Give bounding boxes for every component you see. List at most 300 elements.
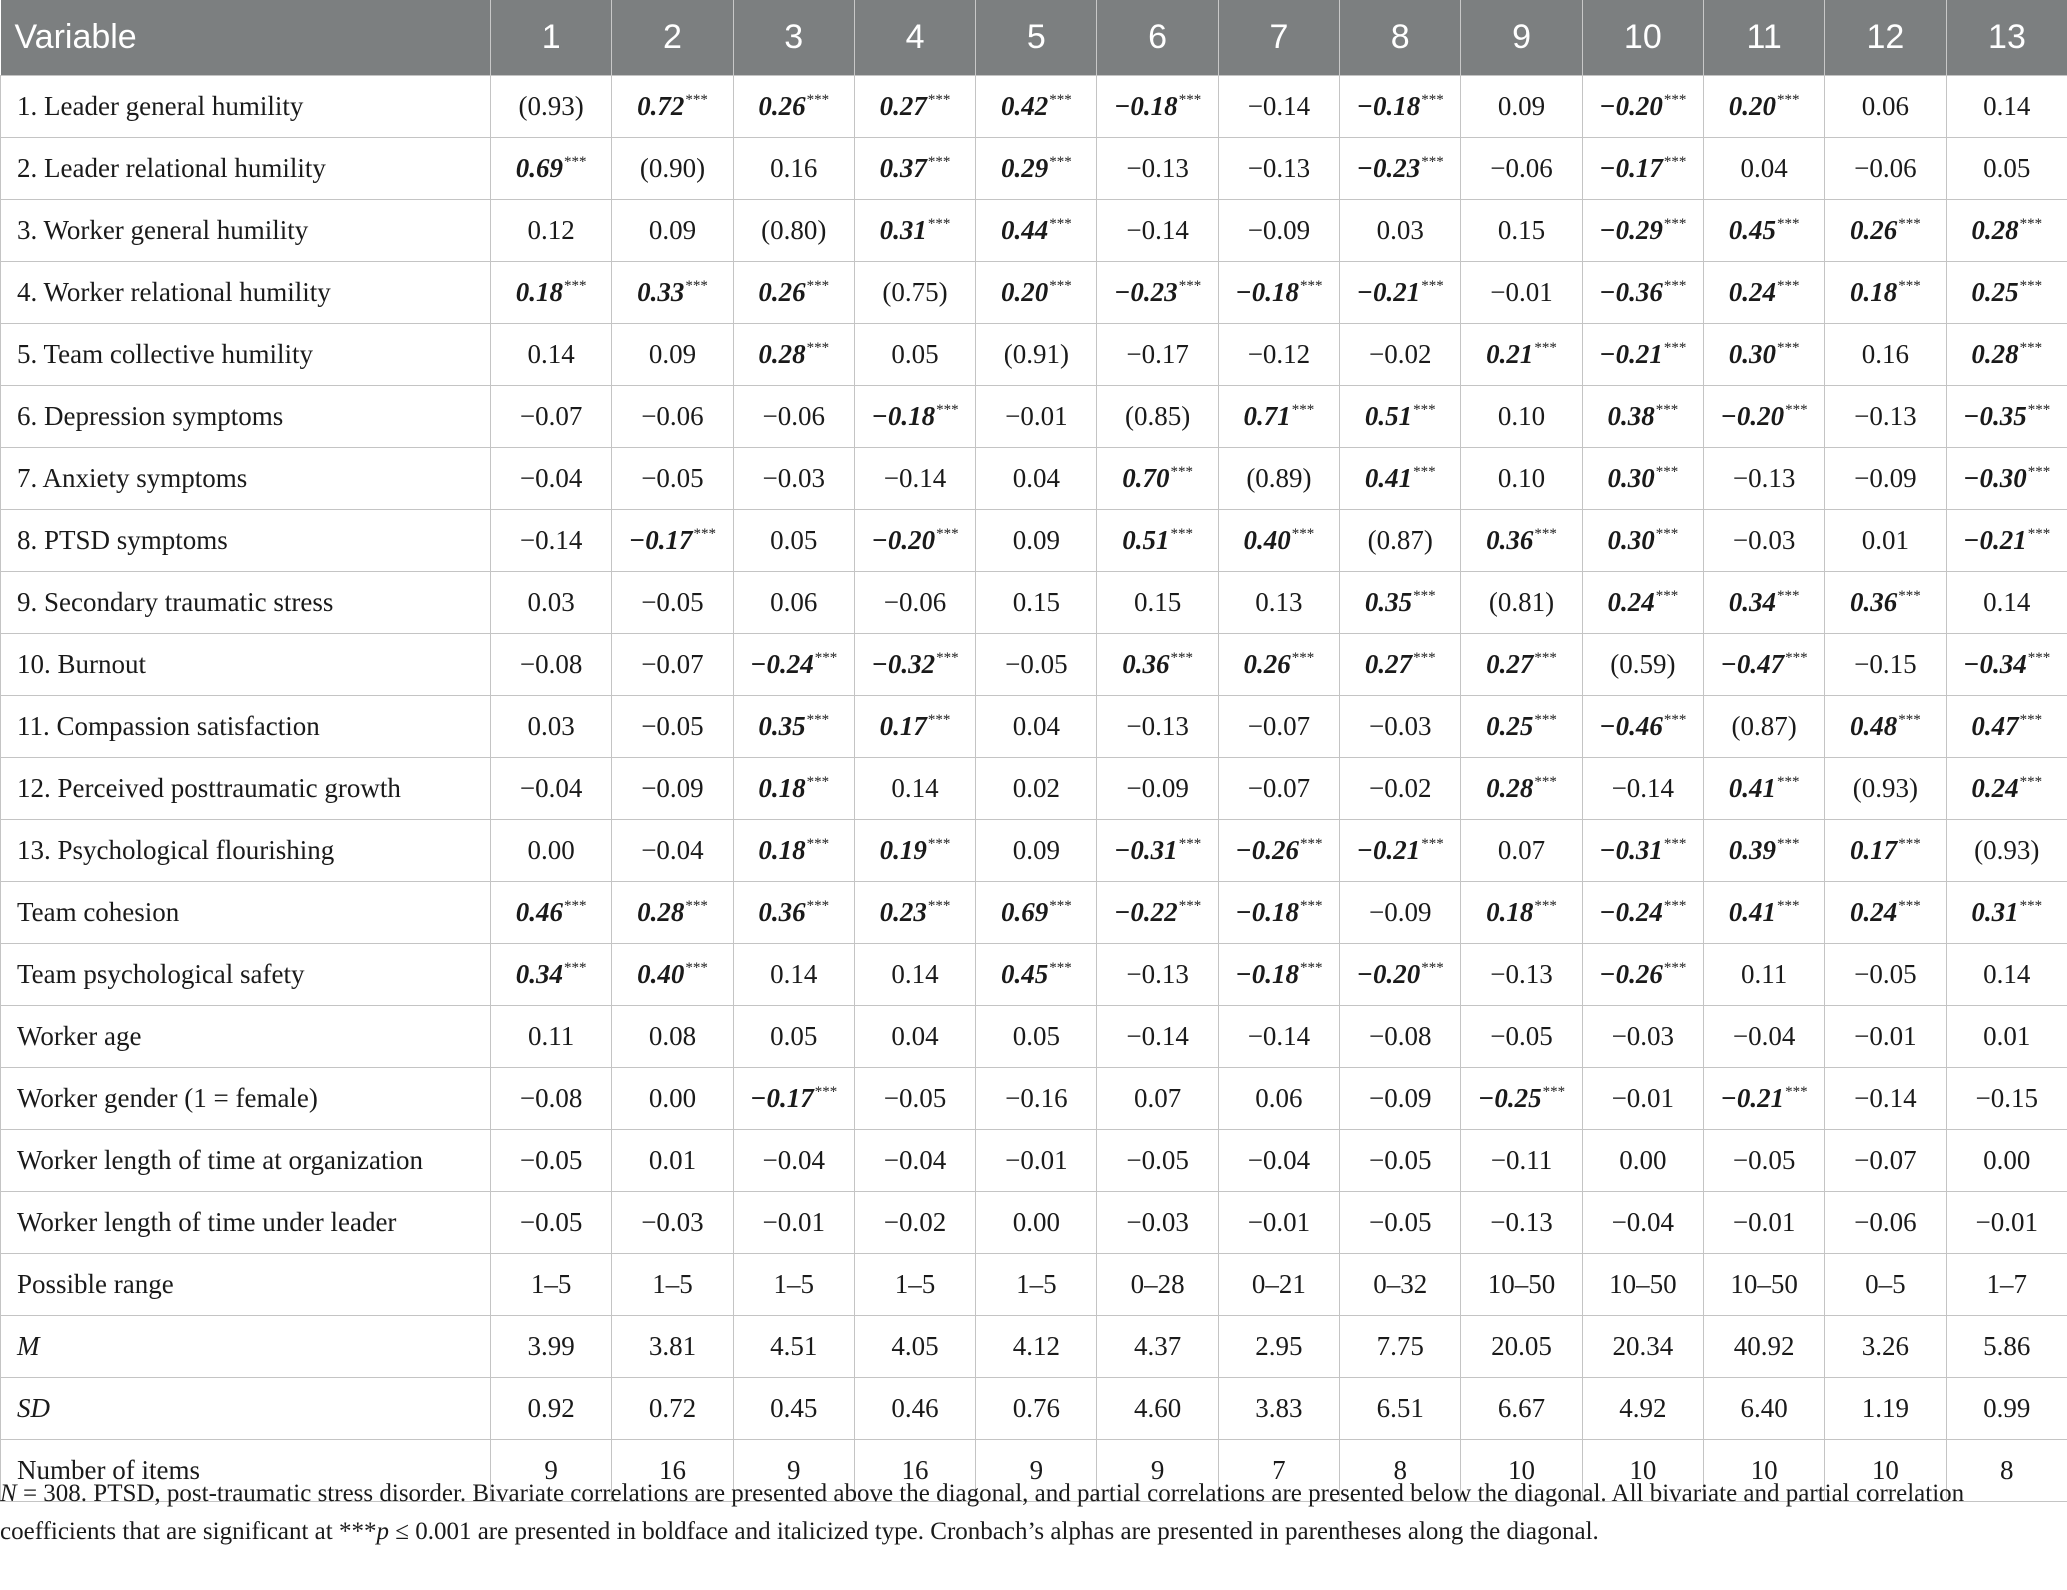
significance-marker: ***	[1542, 1083, 1566, 1100]
table-cell	[612, 1005, 733, 1067]
cell-value: 0.18	[758, 834, 806, 865]
cell-value: −0.04	[1611, 1206, 1675, 1237]
table-cell	[1703, 261, 1824, 323]
table-row	[1, 385, 2067, 447]
significance-marker: ***	[927, 835, 951, 852]
cell-value: 6.67	[1497, 1392, 1546, 1423]
table-cell	[1703, 323, 1824, 385]
cell-value: 0.99	[1983, 1392, 2031, 1423]
cell-value: 0.14	[1983, 90, 2031, 121]
cell-value: −0.14	[1247, 90, 1311, 121]
table-cell	[733, 1067, 854, 1129]
cell-value: 0.23	[879, 896, 927, 927]
cell-value: −0.08	[519, 1082, 583, 1113]
cell-value: −0.23	[1356, 152, 1421, 183]
cell-value: −0.13	[1126, 710, 1189, 741]
cell-value: 0–28	[1130, 1268, 1185, 1299]
cell-value: (0.90)	[639, 152, 706, 183]
table-cell	[854, 1005, 975, 1067]
significance-marker: ***	[1663, 835, 1687, 852]
cell-value: 4.92	[1619, 1392, 1667, 1423]
table-cell	[733, 261, 854, 323]
table-cell	[733, 75, 854, 137]
table-cell	[491, 75, 612, 137]
cell-value: 7.75	[1376, 1330, 1424, 1361]
cell-value: 0.00	[527, 834, 575, 865]
cell-value: 0.35	[1364, 586, 1413, 617]
significance-marker: ***	[927, 711, 951, 728]
cell-value: 0.03	[1376, 214, 1424, 245]
significance-marker: ***	[685, 277, 708, 294]
cell-value: 10	[1871, 1454, 1899, 1485]
table-cell	[491, 1315, 612, 1377]
table-cell	[1097, 447, 1218, 509]
cell-value: 0.14	[527, 338, 575, 369]
table-cell	[1097, 1315, 1218, 1377]
table-cell	[854, 1191, 975, 1253]
header-col-11: 11	[1703, 0, 1824, 75]
cell-value: −0.15	[1975, 1082, 2038, 1113]
cell-value: 0.05	[1983, 152, 2031, 183]
significance-marker: ***	[1898, 711, 1921, 728]
cell-value: 0.51	[1122, 524, 1170, 555]
cell-value: −0.05	[641, 462, 704, 493]
cell-value: 0.28	[758, 338, 806, 369]
table-cell	[854, 571, 975, 633]
cell-value: 1–7	[1986, 1268, 2027, 1299]
significance-marker: ***	[564, 959, 587, 976]
table-cell	[491, 819, 612, 881]
table-cell	[1703, 447, 1824, 509]
cell-value: 8	[1999, 1454, 2014, 1485]
significance-marker: ***	[1413, 401, 1436, 418]
cell-value: 0.00	[1012, 1206, 1060, 1237]
cell-value: 0.18	[1486, 896, 1534, 927]
table-cell	[1582, 1005, 1703, 1067]
table-cell	[854, 881, 975, 943]
table-cell	[733, 1191, 854, 1253]
cell-value: 0.04	[1012, 462, 1060, 493]
table-cell	[612, 1129, 733, 1191]
note-p-text: ≤ 0.001 are presented in boldface and italicized type. Cronbach’s alphas are presented in parentheses along the diagonal.	[388, 1518, 1599, 1545]
significance-marker: ***	[693, 525, 716, 542]
table-cell	[1218, 1191, 1339, 1253]
cell-value: −0.17	[1599, 152, 1663, 183]
cell-value: 0.24	[1971, 772, 2019, 803]
table-cell	[1097, 509, 1218, 571]
table-row	[1, 633, 2067, 695]
table-row	[1, 261, 2067, 323]
cell-value: 0.12	[527, 214, 575, 245]
table-cell	[1825, 261, 1946, 323]
cell-value: −0.17	[1126, 338, 1189, 369]
cell-value: (0.87)	[1731, 710, 1797, 741]
cell-value: −0.06	[1490, 152, 1553, 183]
cell-value: −0.20	[871, 524, 936, 555]
table-cell	[1582, 1253, 1703, 1315]
table-cell	[1946, 323, 2067, 385]
cell-value: 0.29	[1000, 152, 1049, 183]
table-row	[1, 1315, 2067, 1377]
cell-value: −0.07	[1247, 772, 1311, 803]
cell-value: −0.24	[1599, 896, 1663, 927]
cell-value: 0.20	[1000, 276, 1049, 307]
table-cell	[1461, 1005, 1582, 1067]
table-cell	[976, 695, 1097, 757]
table-cell	[1097, 1067, 1218, 1129]
cell-value: (0.85)	[1125, 400, 1191, 431]
cell-value: −0.14	[519, 524, 583, 555]
table-cell	[1946, 261, 2067, 323]
significance-marker: ***	[1663, 339, 1687, 356]
cell-value: 0.46	[515, 896, 564, 927]
significance-marker: ***	[1898, 215, 1921, 232]
cell-value: −0.29	[1599, 214, 1663, 245]
cell-value: −0.12	[1247, 338, 1311, 369]
table-cell	[854, 1129, 975, 1191]
cell-value: 0.11	[528, 1020, 575, 1051]
cell-value: 4.37	[1134, 1330, 1182, 1361]
significance-marker: ***	[1898, 587, 1921, 604]
cell-value: −0.26	[1235, 834, 1299, 865]
cell-value: 0.01	[648, 1144, 697, 1175]
table-cell	[1097, 261, 1218, 323]
table-cell	[1582, 509, 1703, 571]
table-cell	[1218, 447, 1339, 509]
table-cell	[1825, 137, 1946, 199]
cell-value: 0.25	[1486, 710, 1534, 741]
table-cell	[1946, 137, 2067, 199]
table-cell	[1825, 881, 1946, 943]
row-label: 3. Worker general humility	[1, 199, 491, 261]
significance-marker: ***	[927, 153, 951, 170]
significance-marker: ***	[1413, 587, 1436, 604]
significance-marker: ***	[1663, 215, 1687, 232]
table-cell	[1582, 1067, 1703, 1129]
table-cell	[976, 881, 1097, 943]
significance-marker: ***	[1655, 463, 1679, 480]
table-cell	[1703, 819, 1824, 881]
table-cell	[976, 633, 1097, 695]
significance-marker: ***	[1785, 1083, 1808, 1100]
table-cell	[1825, 695, 1946, 757]
table-cell	[1097, 199, 1218, 261]
cell-value: −0.04	[1247, 1144, 1311, 1175]
table-row	[1, 943, 2067, 1005]
cell-value: 1–5	[1016, 1268, 1057, 1299]
table-cell	[1946, 1005, 2067, 1067]
cell-value: 0.71	[1243, 400, 1291, 431]
table-body	[1, 75, 2067, 1501]
cell-value: −0.05	[519, 1206, 583, 1237]
cell-value: 0.15	[1497, 214, 1546, 245]
row-label: 2. Leader relational humility	[1, 137, 491, 199]
significance-marker: ***	[1655, 587, 1679, 604]
significance-marker: ***	[1421, 91, 1444, 108]
table-cell	[976, 1191, 1097, 1253]
cell-value: 0.27	[1364, 648, 1413, 679]
table-cell	[1340, 1315, 1461, 1377]
significance-marker: ***	[1421, 277, 1444, 294]
cell-value: 0.47	[1971, 710, 2019, 741]
significance-marker: ***	[1049, 897, 1072, 914]
cell-value: −0.08	[1368, 1020, 1432, 1051]
cell-value: 0.33	[637, 276, 685, 307]
table-cell	[854, 1377, 975, 1439]
table-cell	[1582, 943, 1703, 1005]
table-cell	[1097, 1253, 1218, 1315]
table-cell	[1825, 1129, 1946, 1191]
significance-marker: ***	[936, 525, 959, 542]
table-cell	[1461, 819, 1582, 881]
table-cell	[1218, 695, 1339, 757]
table-cell	[1703, 1129, 1824, 1191]
cell-value: 0.07	[1497, 834, 1546, 865]
cell-value: 0–5	[1865, 1268, 1906, 1299]
table-cell	[733, 509, 854, 571]
table-cell	[733, 757, 854, 819]
table-cell	[733, 1129, 854, 1191]
row-label: 13. Psychological flourishing	[1, 819, 491, 881]
table-cell	[1946, 385, 2067, 447]
table-cell	[491, 447, 612, 509]
table-cell	[854, 1067, 975, 1129]
cell-value: 0.24	[1850, 896, 1898, 927]
cell-value: 0.05	[1012, 1020, 1060, 1051]
table-cell	[733, 819, 854, 881]
table-cell	[854, 199, 975, 261]
cell-value: 16	[658, 1454, 686, 1485]
table-cell	[612, 1067, 733, 1129]
table-cell	[1461, 1067, 1582, 1129]
table-cell	[1582, 75, 1703, 137]
cell-value: −0.06	[762, 400, 825, 431]
row-label: Number of items	[1, 1439, 491, 1501]
table-cell	[1340, 261, 1461, 323]
table-cell	[733, 695, 854, 757]
table-cell	[854, 509, 975, 571]
table-cell	[733, 1253, 854, 1315]
cell-value: −0.11	[1490, 1144, 1553, 1175]
table-row	[1, 757, 2067, 819]
table-cell	[1218, 819, 1339, 881]
table-cell	[1825, 199, 1946, 261]
table-cell	[976, 571, 1097, 633]
header-col-2: 2	[612, 0, 733, 75]
table-row	[1, 571, 2067, 633]
note-p-symbol: p	[376, 1518, 389, 1545]
cell-value: −0.04	[641, 834, 704, 865]
cell-value: −0.18	[1235, 958, 1299, 989]
significance-marker: ***	[806, 91, 830, 108]
table-cell	[1946, 571, 2067, 633]
table-cell	[1218, 261, 1339, 323]
table-cell	[1825, 571, 1946, 633]
cell-value: 1–5	[894, 1268, 936, 1299]
cell-value: 0.05	[891, 338, 939, 369]
row-label: SD	[1, 1377, 491, 1439]
cell-value: −0.16	[1005, 1082, 1068, 1113]
table-cell	[612, 633, 733, 695]
table-cell	[1340, 757, 1461, 819]
cell-value: −0.25	[1477, 1082, 1542, 1113]
table-cell	[733, 881, 854, 943]
cell-value: 0.14	[891, 772, 939, 803]
table-cell	[1703, 1067, 1824, 1129]
table-cell	[1461, 571, 1582, 633]
table-cell	[1582, 1191, 1703, 1253]
table-cell	[1946, 1067, 2067, 1129]
table-cell	[1825, 323, 1946, 385]
table-row	[1, 1005, 2067, 1067]
row-label: Worker gender (1 = female)	[1, 1067, 491, 1129]
table-cell	[854, 261, 975, 323]
cell-value: −0.24	[750, 648, 814, 679]
cell-value: 0.08	[648, 1020, 697, 1051]
table-cell	[1218, 943, 1339, 1005]
row-label: 10. Burnout	[1, 633, 491, 695]
table-cell	[1582, 137, 1703, 199]
cell-value: 0.92	[527, 1392, 575, 1423]
cell-value: −0.04	[519, 462, 583, 493]
table-cell	[1340, 1005, 1461, 1067]
cell-value: 10–50	[1609, 1268, 1677, 1299]
cell-value: 0.18	[1850, 276, 1898, 307]
header-col-8: 8	[1340, 0, 1461, 75]
cell-value: 0.17	[879, 710, 927, 741]
cell-value: 0.11	[1740, 958, 1788, 989]
cell-value: −0.09	[641, 772, 704, 803]
cell-value: 0.31	[879, 214, 927, 245]
table-cell	[854, 385, 975, 447]
table-cell	[491, 1067, 612, 1129]
significance-marker: ***	[1776, 835, 1800, 852]
row-label: Team psychological safety	[1, 943, 491, 1005]
table-row	[1, 1129, 2067, 1191]
table-cell	[1461, 261, 1582, 323]
table-cell	[1825, 1377, 1946, 1439]
table-cell	[1946, 757, 2067, 819]
significance-marker: ***	[1299, 277, 1323, 294]
significance-marker: ***	[2019, 711, 2043, 728]
table-cell	[1703, 199, 1824, 261]
cell-value: −0.05	[883, 1082, 947, 1113]
cell-value: 0.30	[1728, 338, 1776, 369]
cell-value: 0.41	[1728, 896, 1776, 927]
cell-value: 20.34	[1612, 1330, 1674, 1361]
cell-value: −0.35	[1963, 400, 2027, 431]
cell-value: −0.17	[750, 1082, 814, 1113]
cell-value: −0.09	[1854, 462, 1917, 493]
cell-value: 0.70	[1122, 462, 1170, 493]
cell-value: −0.18	[1356, 90, 1421, 121]
cell-value: 0.36	[1850, 586, 1898, 617]
cell-value: 0.26	[758, 276, 806, 307]
cell-value: 0.04	[1012, 710, 1060, 741]
table-cell	[1703, 1315, 1824, 1377]
table-cell	[854, 757, 975, 819]
table-cell	[733, 323, 854, 385]
table-cell	[733, 571, 854, 633]
cell-value: (0.89)	[1246, 462, 1312, 493]
table-cell	[1340, 881, 1461, 943]
cell-value: 0.14	[770, 958, 818, 989]
cell-value: (0.93)	[1852, 772, 1919, 803]
significance-marker: ***	[1291, 401, 1315, 418]
table-cell	[1218, 757, 1339, 819]
cell-value: −0.13	[1490, 958, 1553, 989]
significance-marker: ***	[1421, 959, 1444, 976]
significance-marker: ***	[1776, 215, 1800, 232]
cell-value: −0.14	[1247, 1020, 1311, 1051]
significance-marker: ***	[1413, 649, 1436, 666]
table-cell	[612, 819, 733, 881]
cell-value: −0.06	[641, 400, 704, 431]
table-cell	[1340, 1191, 1461, 1253]
significance-marker: ***	[1178, 835, 1202, 852]
table-cell	[491, 1129, 612, 1191]
table-cell	[1340, 1377, 1461, 1439]
table-cell	[1218, 571, 1339, 633]
table-cell	[1218, 633, 1339, 695]
table-cell	[1582, 261, 1703, 323]
table-cell	[1340, 1253, 1461, 1315]
row-label: 9. Secondary traumatic stress	[1, 571, 491, 633]
cell-value: 3.81	[648, 1330, 697, 1361]
cell-value: 0.42	[1000, 90, 1049, 121]
cell-value: 0.18	[515, 276, 564, 307]
cell-value: 0.45	[770, 1392, 818, 1423]
table-cell	[1340, 943, 1461, 1005]
cell-value: −0.20	[1356, 958, 1421, 989]
cell-value: 0.16	[770, 152, 818, 183]
cell-value: 3.83	[1255, 1392, 1303, 1423]
table-cell	[1218, 323, 1339, 385]
cell-value: 0.46	[891, 1392, 939, 1423]
significance-marker: ***	[1898, 897, 1921, 914]
cell-value: −0.09	[1126, 772, 1189, 803]
significance-marker: ***	[2027, 401, 2051, 418]
table-cell	[976, 1129, 1097, 1191]
cell-value: 0.45	[1728, 214, 1776, 245]
table-cell	[612, 323, 733, 385]
header-col-4: 4	[854, 0, 975, 75]
cell-value: 0.01	[1983, 1020, 2031, 1051]
significance-marker: ***	[1178, 91, 1202, 108]
cell-value: 0.03	[527, 710, 575, 741]
table-row	[1, 509, 2067, 571]
table-cell	[1825, 385, 1946, 447]
table-cell	[1582, 1315, 1703, 1377]
cell-value: 0.09	[1497, 90, 1546, 121]
table-cell	[976, 1067, 1097, 1129]
cell-value: 10–50	[1730, 1268, 1798, 1299]
significance-marker: ***	[2027, 463, 2051, 480]
table-cell	[1946, 1129, 2067, 1191]
significance-marker: ***	[1299, 835, 1323, 852]
table-cell	[1825, 1253, 1946, 1315]
table-cell	[1946, 509, 2067, 571]
table-cell	[1703, 137, 1824, 199]
cell-value: 0.10	[1497, 462, 1546, 493]
cell-value: 0.00	[1619, 1144, 1667, 1175]
significance-marker: ***	[564, 897, 587, 914]
table-cell	[612, 75, 733, 137]
cell-value: −0.05	[1854, 958, 1917, 989]
cell-value: (0.81)	[1488, 586, 1555, 617]
significance-marker: ***	[927, 897, 951, 914]
table-cell	[733, 447, 854, 509]
